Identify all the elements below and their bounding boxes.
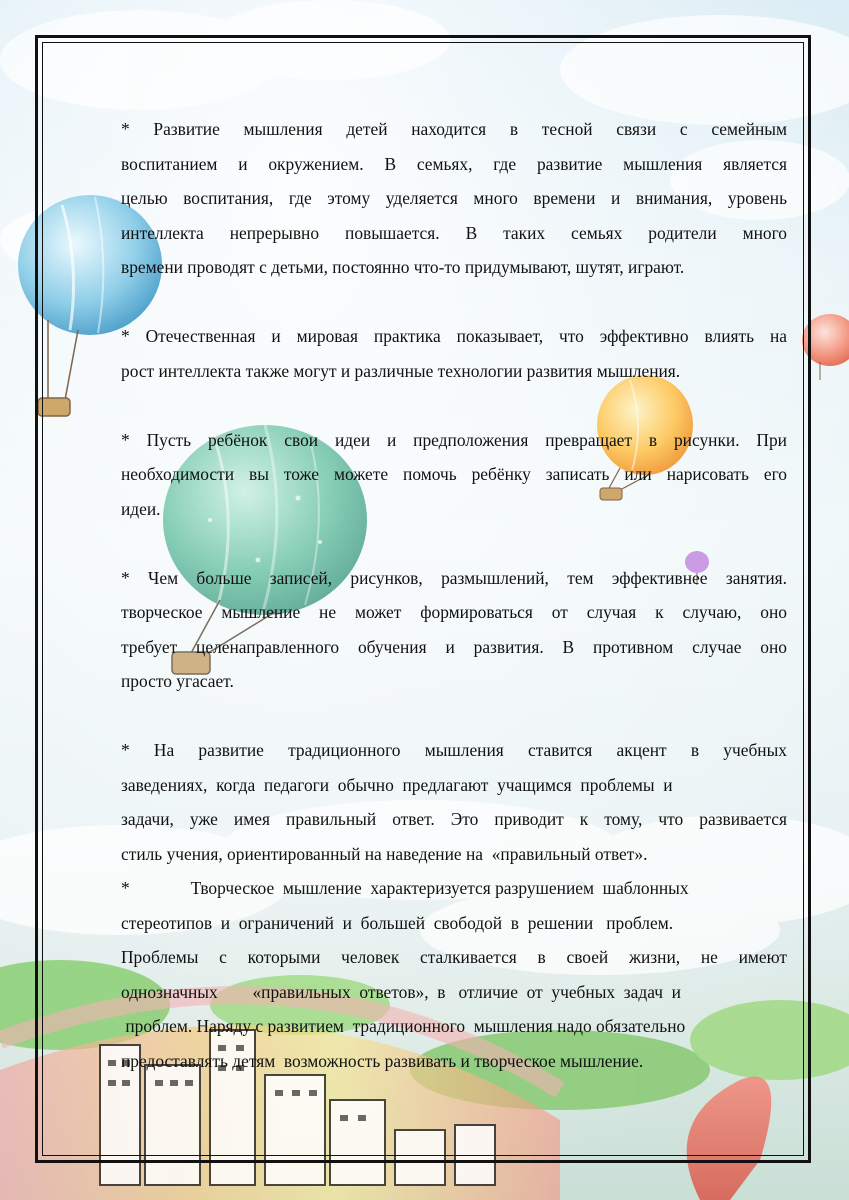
paragraph-2 <box>121 319 787 388</box>
text-line: требует целенаправленного обучения и развития. В противном случае оно <box>121 636 787 657</box>
text-line: времени проводят с детьми, постоянно что-то придумывают, шутят, играют. <box>121 257 685 277</box>
text-line: * Отечественная и мировая практика показывает, что эффективно влиять на <box>121 326 787 346</box>
text-line: воспитанием и окружением. В семьях, где развитие мышления является <box>121 153 787 174</box>
document-body <box>121 112 787 1078</box>
paragraph-4 <box>121 561 787 699</box>
text-line: * Развитие мышления детей находится в тесной связи с семейным <box>121 119 787 139</box>
text-line: однозначных «правильных ответов», в отличие от учебных задач и <box>121 981 681 1002</box>
text-line: творческое мышление не может формироваться от случая к случаю, оно <box>121 602 787 622</box>
text-line: целью воспитания, где этому уделяется много времени и внимания, уровень <box>121 188 787 208</box>
text-line: * Пусть ребёнок свои идеи и предположения превращает в рисунки. При <box>121 429 787 450</box>
text-line: * Творческое мышление характеризуется разрушением шаблонных <box>121 878 689 898</box>
text-line: заведениях, когда педагоги обычно предлагают учащимся проблемы и <box>121 774 673 795</box>
paragraph-6 <box>121 871 787 1078</box>
text-line: рост интеллекта также могут и различные технологии развития мышления. <box>121 360 681 381</box>
text-line: * Чем больше записей, рисунков, размышлений, тем эффективнее занятия. <box>121 567 787 588</box>
paragraph-5 <box>121 733 787 871</box>
text-line: просто угасает. <box>121 671 234 691</box>
text-line: идеи. <box>121 498 161 519</box>
text-line: стиль учения, ориентированный на наведение на «правильный ответ». <box>121 843 648 864</box>
text-line: интеллекта непрерывно повышается. В таких семьях родители много <box>121 222 787 243</box>
text-line: необходимости вы тоже можете помочь ребёнку записать или нарисовать его <box>121 464 787 484</box>
text-line: проблем. Наряду с развитием традиционного мышления надо обязательно <box>121 1016 686 1036</box>
paragraph-3 <box>121 423 787 527</box>
text-line: * На развитие традиционного мышления ставится акцент в учебных <box>121 740 787 760</box>
paragraph-1 <box>121 112 787 285</box>
text-line: задачи, уже имея правильный ответ. Это приводит к тому, что развивается <box>121 809 787 829</box>
text-line: Проблемы с которыми человек сталкивается в своей жизни, не имеют <box>121 947 787 967</box>
text-line: стереотипов и ограничений и большей свободой в решении проблем. <box>121 912 674 933</box>
text-line: предоставлять детям возможность развивать и творческое мышление. <box>121 1050 644 1071</box>
